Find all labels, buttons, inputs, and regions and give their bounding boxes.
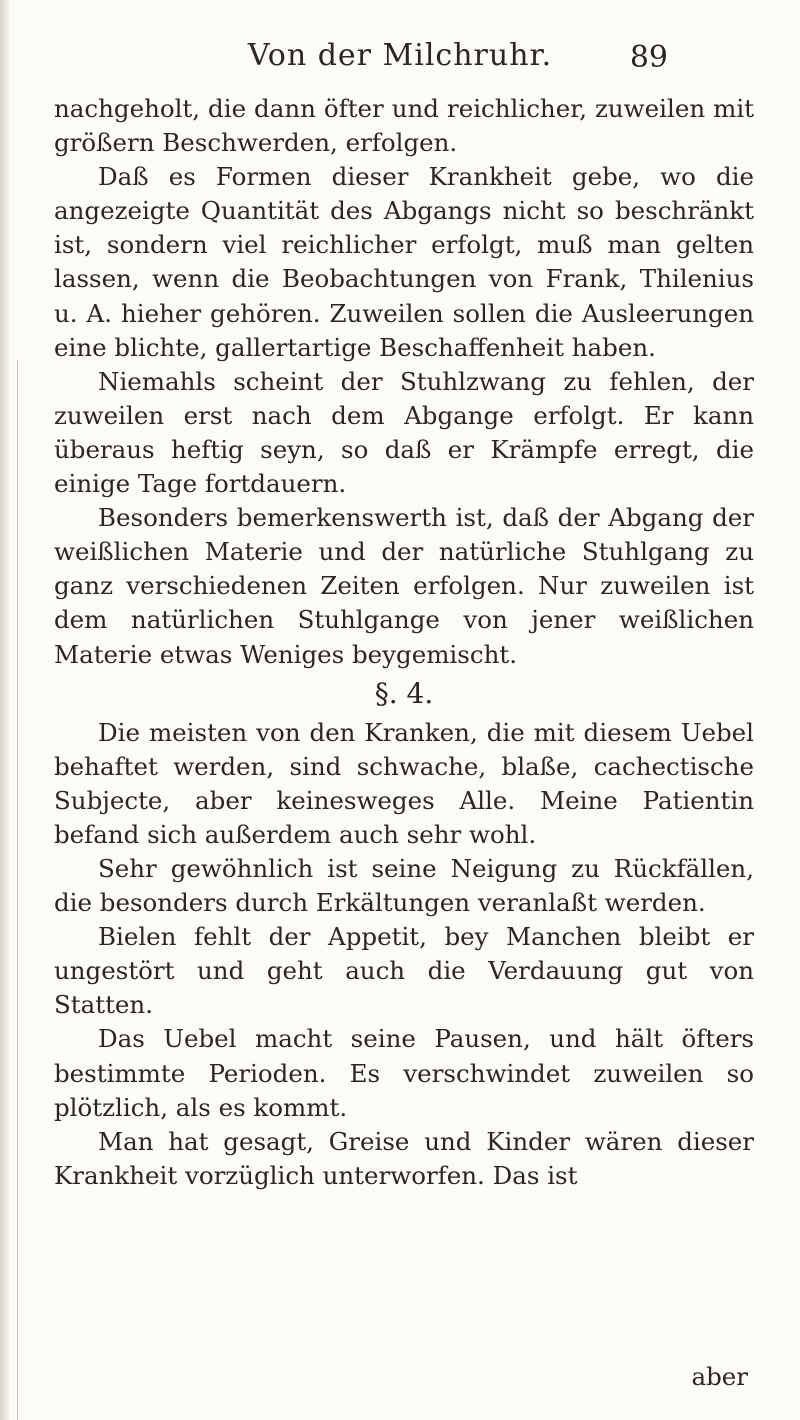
paragraph: Sehr gewöhnlich ist seine Neigung zu Rückfällen, die besonders durch Erkältungen veranlaßt werden. <box>54 853 754 918</box>
paragraph: Das Uebel macht seine Pausen, und hält öfters bestimmte Perioden. Es verschwindet zuweilen so plötzlich, als es kommt. <box>54 1024 754 1122</box>
body-text <box>54 92 754 1193</box>
page-gutter-shadow <box>0 0 9 1420</box>
paragraph: Daß es Formen dieser Krankheit gebe, wo die angezeigte Quantität des Abgangs nicht so beschränkt ist, sondern viel reichlicher erfolgt, muß man gelten lassen, wenn die Beobachtungen von Frank, Thilenius u. A. hieher gehören. Zuweilen sollen die Ausleerungen eine blichte, gallertartige Beschaffenheit haben. <box>54 162 754 362</box>
paragraph: Besonders bemerkenswerth ist, daß der Abgang der weißlichen Materie und der natürliche Stuhlgang zu ganz verschiedenen Zeiten erfolgen. Nur zuweilen ist dem natürlichen Stuhlgange von jener weißlichen Materie etwas Weniges beygemischt. <box>54 503 754 669</box>
paragraph: Man hat gesagt, Greise und Kinder wären dieser Krankheit vorzüglich unterworfen. Das ist <box>54 1126 754 1190</box>
page-number: 89 <box>629 40 668 75</box>
page-edge-line <box>17 360 18 1420</box>
section-heading: §. 4. <box>374 676 434 710</box>
paragraph: Bielen fehlt der Appetit, bey Manchen bleibt er ungestört und geht auch die Verdauung gut von Statten. <box>54 922 754 1020</box>
catchword: aber <box>691 1362 748 1391</box>
running-title: Von der Milchruhr. <box>247 38 553 73</box>
running-head <box>0 38 800 88</box>
paragraph-continuation: nachgeholt, die dann öfter und reichlicher, zuweilen mit größern Beschwerden, erfolgen. <box>54 94 754 158</box>
paragraph: Niemahls scheint der Stuhlzwang zu fehlen, der zuweilen erst nach dem Abgange erfolgt. Er kann überaus heftig seyn, so daß er Krämpfe erregt, die einige Tage fortdauern. <box>54 366 754 499</box>
paragraph: Die meisten von den Kranken, die mit diesem Uebel behaftet werden, sind schwache, blaße, cachectische Subjecte, aber keinesweges Alle. Meine Patientin befand sich außerdem auch sehr wohl. <box>54 717 754 849</box>
